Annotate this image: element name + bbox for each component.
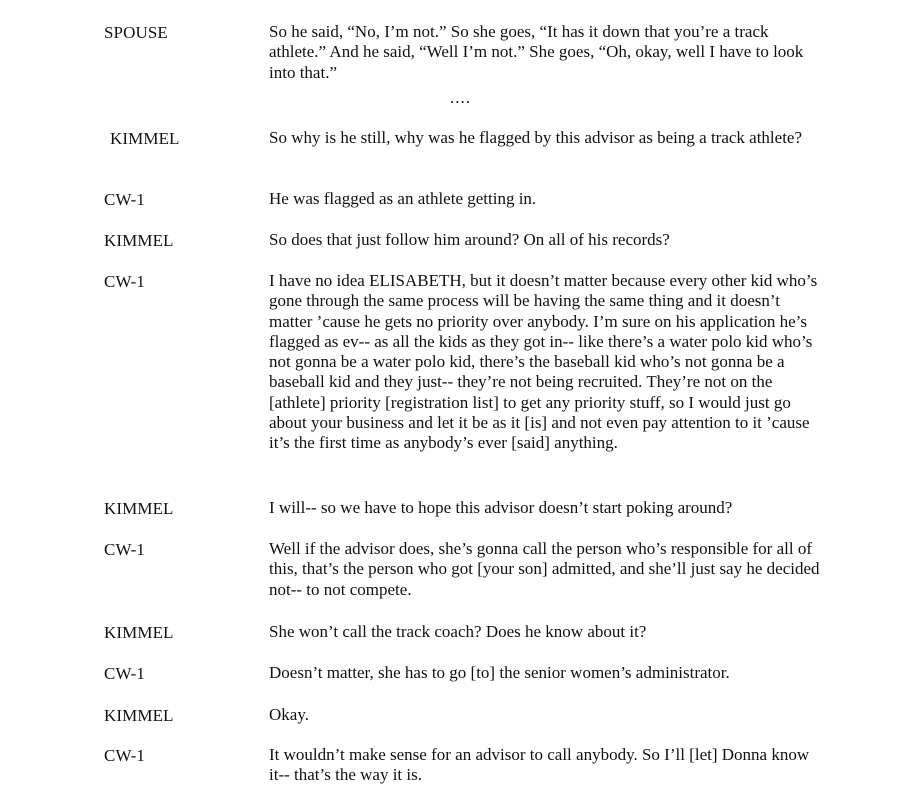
speaker-name: CW-1 (104, 540, 146, 559)
speech-text: So does that just follow him around? On all of his records? (269, 230, 670, 249)
speaker-name: CW-1 (104, 664, 146, 683)
speaker-name: CW-1 (104, 746, 146, 765)
speech-text: So why is he still, why was he flagged by this advisor as being a track athlete? (269, 128, 803, 147)
speech-text: She won’t call the track coach? Does he know about it? (269, 622, 647, 641)
speech-text: I will-- so we have to hope this advisor doesn’t start poking around? (269, 498, 733, 517)
speaker-name: KIMMEL (104, 499, 174, 518)
speaker-name: KIMMEL (110, 129, 180, 148)
speech-text: It wouldn’t make sense for an advisor to call anybody. So I’ll [let] Donna know it-- that’s the way it is. (269, 745, 810, 785)
speaker-name: KIMMEL (104, 623, 174, 642)
speaker-name: SPOUSE (104, 23, 168, 42)
speaker-name: KIMMEL (104, 706, 174, 725)
speech-text: Doesn’t matter, she has to go [to] the senior women’s administrator. (269, 663, 730, 682)
speech-text: He was flagged as an athlete getting in. (269, 189, 537, 208)
omission-ellipsis: .... (450, 88, 471, 107)
speaker-name: KIMMEL (104, 231, 174, 250)
speech-text: So he said, “No, I’m not.” So she goes, “It has it down that you’re a track athlete.” And he said, “Well I’m not.” She goes, “Oh, okay, well I have to look into that.” (269, 22, 804, 82)
speech-text: Well if the advisor does, she’s gonna call the person who’s responsible for all of this, that’s the person who got [your son] admitted, and she’ll just say he decided not-- to not compete. (269, 539, 820, 599)
speech-text: Okay. (269, 705, 309, 724)
speaker-name: CW-1 (104, 272, 146, 291)
speaker-name: CW-1 (104, 190, 146, 209)
speech-text: I have no idea ELISABETH, but it doesn’t matter because every other kid who’s gone through the same process will be having the same thing and it doesn’t matter ’cause he gets no priority over anybody. I’m sure on his application he’s flagged as ev-- as all the kids as they got in-- like there’s a water polo kid who’s not gonna be a water polo kid, there’s the baseball kid who’s not gonna be a baseball kid and they just-- they’re not being recruited. They’re not on the [athlete] priority [registration list] to get any priority stuff, so I would just go about your business and let it be as it [is] and not even pay attention to it ’cause it’s the first time as anybody’s ever [said] anything. (269, 271, 818, 453)
